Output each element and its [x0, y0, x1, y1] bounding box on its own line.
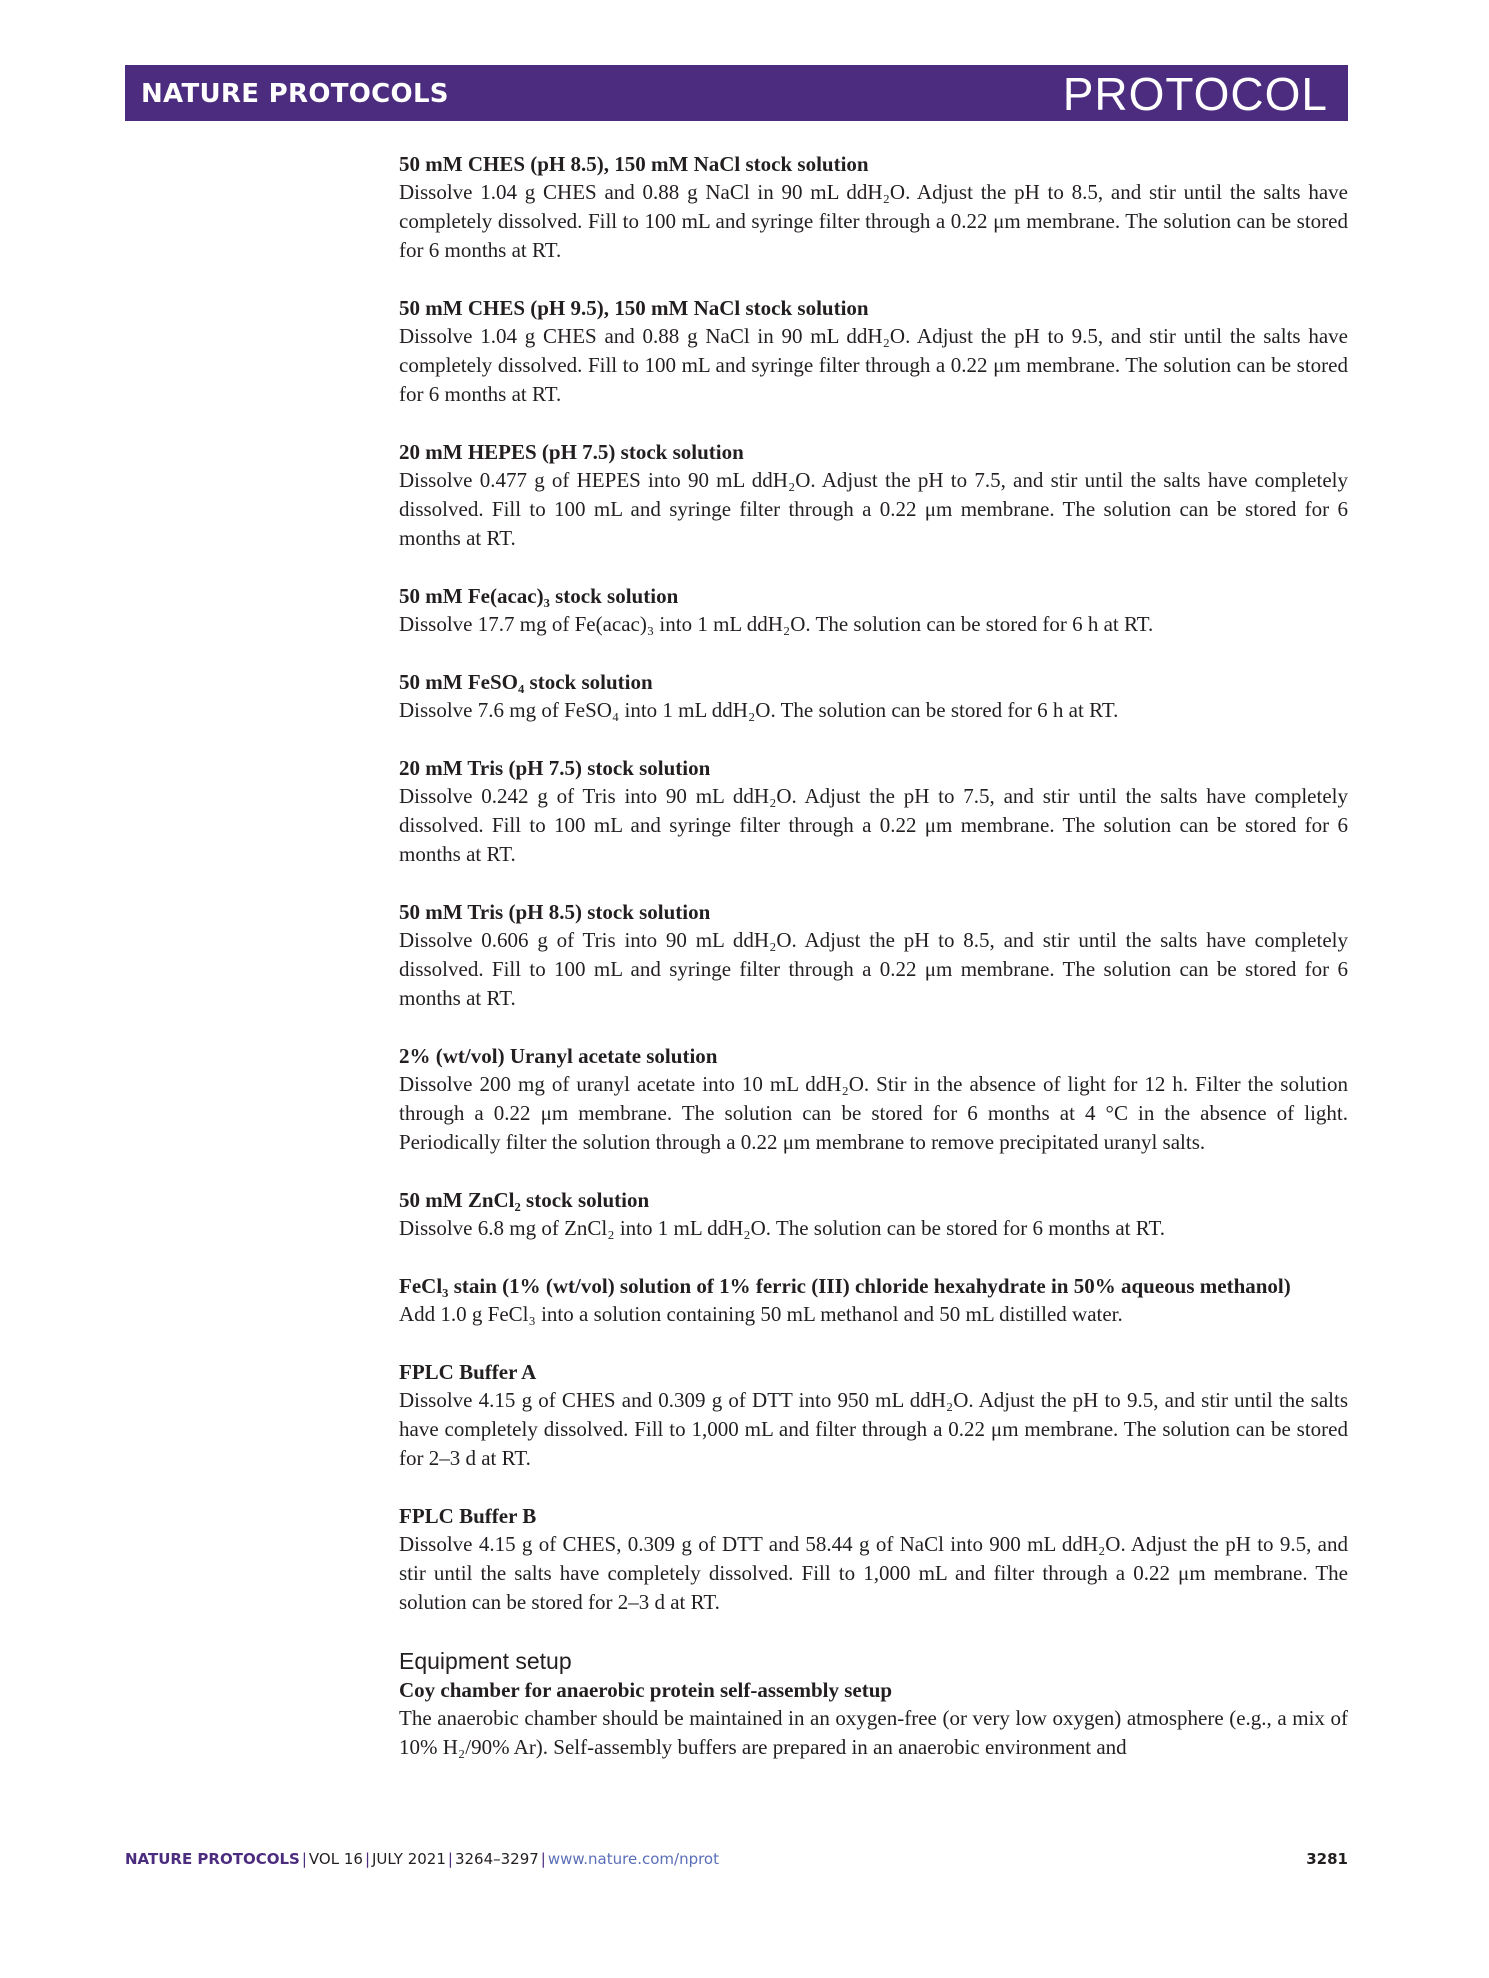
section-fplc-buffer-a: [399, 1358, 1348, 1473]
footer-citation: NATURE PROTOCOLS | VOL 16 | JULY 2021 | 3264–3297 | www.nature.com/nprot: [125, 1850, 719, 1868]
section-body: The anaerobic chamber should be maintained in an oxygen-free (or very low oxygen) atmosphere (e.g., a mix of 10% H₂/90% Ar). Self-assembly buffers are prepared in an anaerobic environment and: [399, 1706, 1348, 1759]
journal-name: NATURE PROTOCOLS: [141, 79, 449, 109]
section-body: Dissolve 0.606 g of Tris into 90 mL ddH₂O. Adjust the pH to 8.5, and stir until the salts have completely dissolved. Fill to 100 mL and syringe filter through a 0.22 μm membrane. The solution can be stored for 6 months at RT.: [399, 928, 1348, 1010]
section-uranyl-acetate: [399, 1042, 1348, 1157]
section-body: Dissolve 4.15 g of CHES, 0.309 g of DTT and 58.44 g of NaCl into 900 mL ddH₂O. Adjust the pH to 9.5, and stir until the salts have completely dissolved. Fill to 1,000 mL and filter through a 0.22 μm membrane. The solution can be stored for 2–3 d at RT.: [399, 1532, 1348, 1614]
section-body: Dissolve 7.6 mg of FeSO₄ into 1 mL ddH₂O. The solution can be stored for 6 h at RT.: [399, 698, 1119, 722]
section-fecl3-stain: [399, 1272, 1348, 1329]
section-tris-85: [399, 898, 1348, 1013]
section-heading: 50 mM Tris (pH 8.5) stock solution: [399, 900, 711, 924]
section-heading: FPLC Buffer B: [399, 1504, 537, 1528]
section-heading: 50 mM CHES (pH 9.5), 150 mM NaCl stock solution: [399, 296, 869, 320]
section-heading: 50 mM Fe(acac)₃ stock solution: [399, 584, 679, 608]
section-heading: 20 mM HEPES (pH 7.5) stock solution: [399, 440, 744, 464]
section-body: Dissolve 6.8 mg of ZnCl₂ into 1 mL ddH₂O. The solution can be stored for 6 months at RT.: [399, 1216, 1165, 1240]
section-feso4: [399, 668, 1348, 725]
section-tris-75: [399, 754, 1348, 869]
section-heading: Coy chamber for anaerobic protein self-assembly setup: [399, 1678, 893, 1702]
equipment-setup-title: Equipment setup: [399, 1648, 572, 1674]
article-type-label: PROTOCOL: [1062, 68, 1328, 120]
section-heading: 20 mM Tris (pH 7.5) stock solution: [399, 756, 711, 780]
footer-pages: 3264–3297: [454, 1850, 539, 1868]
section-fe-acac: [399, 582, 1348, 639]
section-heading: 50 mM CHES (pH 8.5), 150 mM NaCl stock solution: [399, 152, 869, 176]
section-body: Dissolve 0.477 g of HEPES into 90 mL ddH₂O. Adjust the pH to 7.5, and stir until the salts have completely dissolved. Fill to 100 mL and syringe filter through a 0.22 μm membrane. The solution can be stored for 6 months at RT.: [399, 468, 1348, 550]
section-zncl2: [399, 1186, 1348, 1243]
section-fplc-buffer-b: [399, 1502, 1348, 1617]
footer-journal: NATURE PROTOCOLS: [125, 1850, 300, 1868]
section-heading: 50 mM FeSO₄ stock solution: [399, 670, 653, 694]
section-heading: 50 mM ZnCl₂ stock solution: [399, 1188, 650, 1212]
footer-date: JULY 2021: [372, 1850, 446, 1868]
section-body: Dissolve 17.7 mg of Fe(acac)₃ into 1 mL ddH₂O. The solution can be stored for 6 h at RT.: [399, 612, 1154, 636]
section-body: Dissolve 4.15 g of CHES and 0.309 g of DTT into 950 mL ddH₂O. Adjust the pH to 9.5, and stir until the salts have completely dissolved. Fill to 1,000 mL and filter through a 0.22 μm membrane. The solution can be stored for 2–3 d at RT.: [399, 1388, 1348, 1470]
section-body: Dissolve 200 mg of uranyl acetate into 10 mL ddH₂O. Stir in the absence of light for 12 h. Filter the solution through a 0.22 μm membrane. The solution can be stored for 6 months at 4 °C in the absence of light. Periodically filter the solution through a 0.22 μm membrane to remove precipitated uranyl salts.: [399, 1072, 1348, 1154]
footer-volume: VOL 16: [308, 1850, 363, 1868]
section-body: Add 1.0 g FeCl₃ into a solution containing 50 mL methanol and 50 mL distilled water.: [399, 1302, 1123, 1326]
section-body: Dissolve 1.04 g CHES and 0.88 g NaCl in 90 mL ddH₂O. Adjust the pH to 8.5, and stir until the salts have completely dissolved. Fill to 100 mL and syringe filter through a 0.22 μm membrane. The solution can be stored for 6 months at RT.: [399, 180, 1348, 262]
section-body: Dissolve 0.242 g of Tris into 90 mL ddH₂O. Adjust the pH to 7.5, and stir until the salts have completely dissolved. Fill to 100 mL and syringe filter through a 0.22 μm membrane. The solution can be stored for 6 months at RT.: [399, 784, 1348, 866]
section-ches-85: [399, 150, 1348, 265]
section-hepes: [399, 438, 1348, 553]
footer-url-link[interactable]: www.nature.com/nprot: [547, 1850, 719, 1868]
section-body: Dissolve 1.04 g CHES and 0.88 g NaCl in 90 mL ddH₂O. Adjust the pH to 9.5, and stir until the salts have completely dissolved. Fill to 100 mL and syringe filter through a 0.22 μm membrane. The solution can be stored for 6 months at RT.: [399, 324, 1348, 406]
page-footer: [125, 1850, 1348, 1874]
section-heading: FeCl₃ stain (1% (wt/vol) solution of 1% ferric (III) chloride hexahydrate in 50% aqueous methanol): [399, 1274, 1291, 1298]
main-content: [399, 150, 1348, 1791]
section-ches-95: [399, 294, 1348, 409]
section-heading: 2% (wt/vol) Uranyl acetate solution: [399, 1044, 718, 1068]
page-number: 3281: [1306, 1850, 1348, 1868]
section-heading: FPLC Buffer A: [399, 1360, 537, 1384]
section-equipment-setup: [399, 1646, 1348, 1762]
header-bar: [125, 65, 1348, 121]
